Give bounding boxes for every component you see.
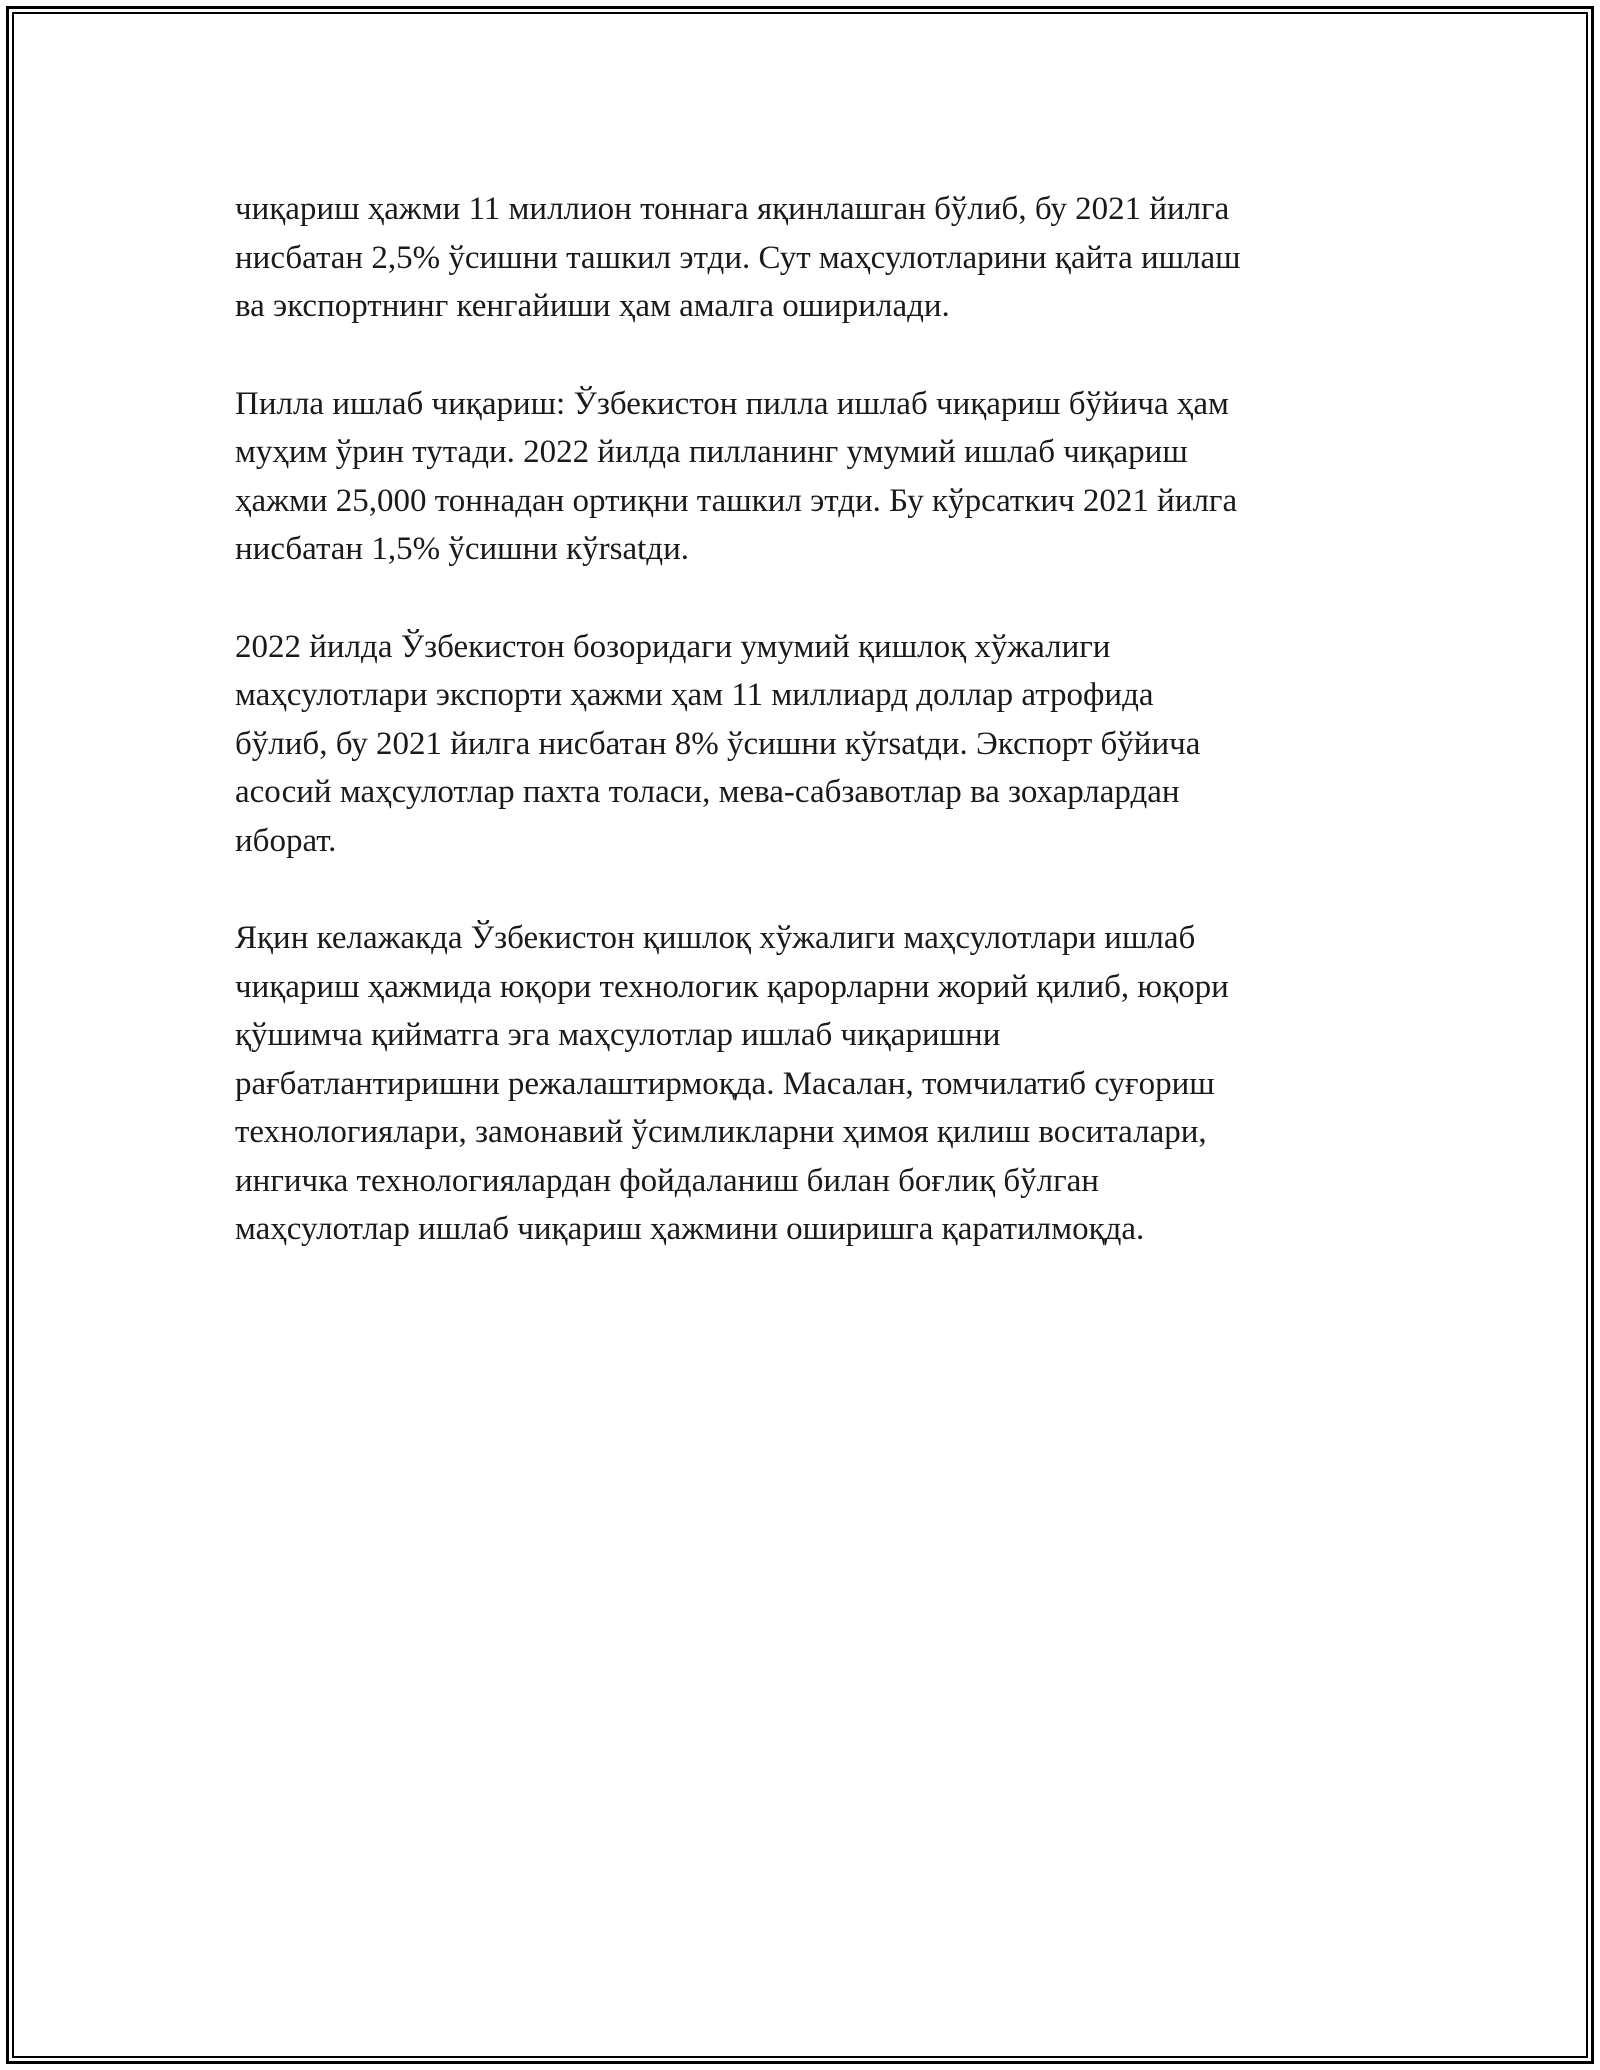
- text-line: Пилла ишлаб чиқариш: Ўзбекистон пилла ишлаб чиқариш бўйича ҳам: [235, 385, 1229, 422]
- paragraph-agri-export: [235, 623, 1395, 866]
- text-line: муҳим ўрин тутади. 2022 йилда пилланинг умумий ишлаб чиқариш: [235, 434, 1188, 470]
- text-line: рағбатлантиришни режалаштирмоқда. Масалан, томчилатиб суғориш: [235, 1065, 1215, 1102]
- paragraph-milk-production: [235, 185, 1395, 331]
- text-line: иборат.: [235, 822, 337, 859]
- text-line: ҳажми 25,000 тоннадан ортиқни ташкил этди. Бу кўрсаткич 2021 йилга: [235, 482, 1238, 519]
- text-line: ва экспортнинг кенгайиши ҳам амалга оширилади.: [235, 288, 950, 324]
- text-line: чиқариш ҳажмида юқори технологик қарорларни жорий қилиб, юқори: [235, 968, 1229, 1005]
- text-line: бўлиб, бу 2021 йилга нисбатан 8% ўсишни кўrsatди. Экспорт бўйича: [235, 725, 1201, 762]
- text-line: маҳсулотлари экспорти ҳажми ҳам 11 миллиард доллар атрофида: [235, 677, 1154, 713]
- text-line: ингичка технологиялардан фойдаланиш билан боғлиқ бўлган: [235, 1162, 1099, 1199]
- paragraph-silk-cocoon-production: [235, 380, 1395, 574]
- text-line: технологиялари, замонавий ўсимликларни ҳимоя қилиш воситалари,: [235, 1114, 1207, 1150]
- text-line: нисбатан 2,5% ўсишни ташкил этди. Сут маҳсулотларини қайта ишлаш: [235, 239, 1241, 276]
- paragraph-future-plans: [235, 914, 1395, 1254]
- text-line: Яқин келажакда Ўзбекистон қишлоқ хўжалиги маҳсулотлари ишлаб: [235, 920, 1196, 956]
- text-line: чиқариш ҳажми 11 миллион тоннага яқинлашган бўлиб, бу 2021 йилга: [235, 191, 1230, 227]
- text-line: асосий маҳсулотлар пахта толаси, мева-сабзавотлар ва зохарлардан: [235, 774, 1180, 810]
- text-line: нисбатан 1,5% ўсишни кўrsatди.: [235, 531, 689, 567]
- text-line: қўшимча қийматга эга маҳсулотлар ишлаб чиқаришни: [235, 1017, 1001, 1053]
- text-line: 2022 йилда Ўзбекистон бозоридаги умумий қишлоқ хўжалиги: [235, 628, 1111, 665]
- document-body: [235, 185, 1395, 1303]
- text-line: маҳсулотлар ишлаб чиқариш ҳажмини оширишга қаратилмоқда.: [235, 1211, 1145, 1247]
